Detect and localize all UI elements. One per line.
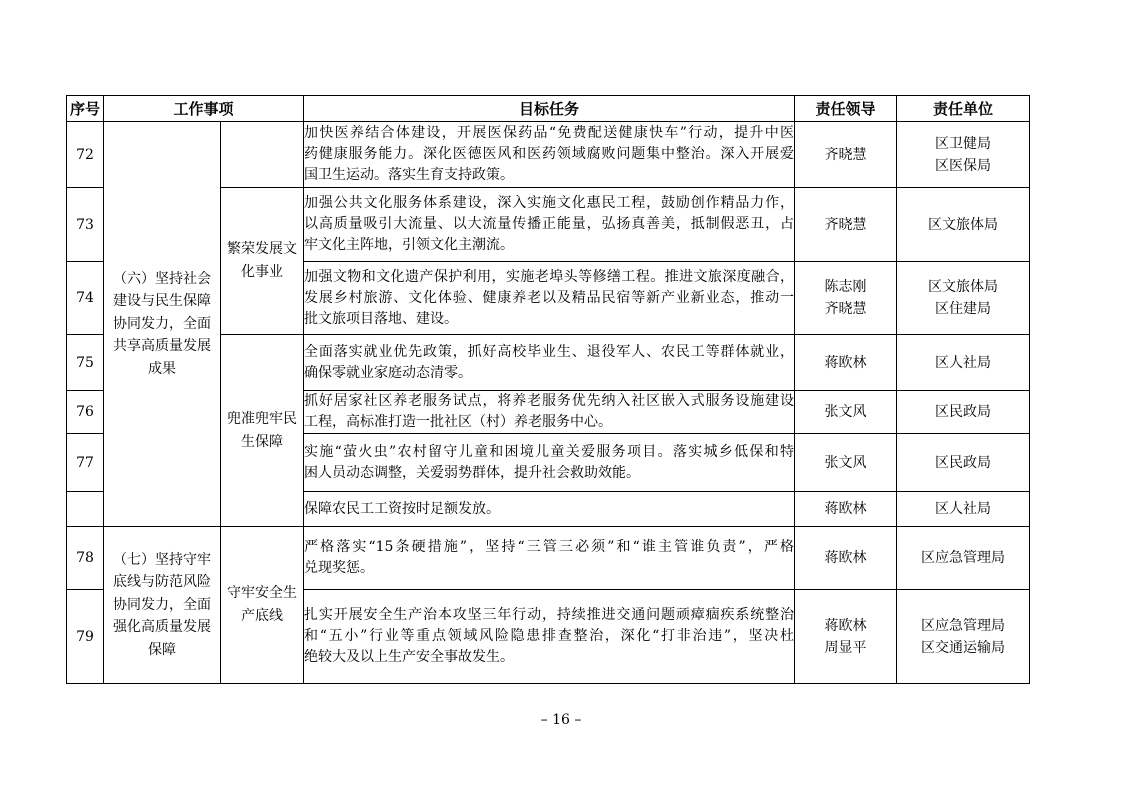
target-task (304, 188, 795, 262)
unit-name: 区交通运输局 (921, 639, 1006, 656)
responsible-leader (795, 527, 897, 590)
responsible-unit (897, 262, 1030, 335)
header-work-item: 工作事项 (104, 96, 304, 122)
task-line: 加强公共文化服务体系建设，深入实施文化惠民工程，鼓励创作精品力作， (304, 195, 795, 211)
responsible-unit (897, 434, 1030, 492)
target-task (304, 122, 795, 188)
category-line: 成果 (148, 360, 176, 377)
work-subcategory (221, 188, 304, 335)
leader-name: 齐晓慧 (824, 301, 867, 317)
responsible-leader (795, 188, 897, 262)
table-row (67, 527, 1030, 590)
subcategory-line: 产底线 (241, 608, 283, 624)
row-index: 77 (67, 434, 104, 492)
task-line: 发展乡村旅游、文化体验、健康养老以及精品民宿等新产业新业态，推动一 (304, 289, 795, 306)
target-task (304, 335, 795, 391)
task-line: 工程，高标准打造一批社区（村）养老服务中心。 (304, 414, 613, 430)
unit-name: 区卫健局 (935, 135, 992, 152)
document-table (66, 95, 1030, 684)
unit-name: 区人社局 (935, 501, 992, 517)
task-line: 绝较大及以上生产安全事故发生。 (304, 649, 515, 665)
header-row (67, 96, 1030, 122)
header-target-task: 目标任务 (304, 96, 795, 122)
leader-name: 周显平 (824, 639, 867, 656)
category-line: （七）坚持守牢 (113, 551, 211, 568)
responsible-unit (897, 335, 1030, 391)
task-line: 抓好居家社区养老服务试点，将养老服务优先纳入社区嵌入式服务设施建设 (304, 393, 795, 409)
target-task (304, 262, 795, 335)
row-index: 78 (67, 527, 104, 590)
row-index: 79 (67, 590, 104, 684)
work-subcategory (221, 335, 304, 527)
unit-name: 区应急管理局 (921, 550, 1006, 566)
category-line: 共享高质量发展 (113, 338, 211, 355)
target-task (304, 391, 795, 434)
category-line: 协同发力，全面 (113, 596, 211, 613)
unit-name: 区住建局 (935, 301, 992, 317)
task-line: 严格落实“15条硬措施”，坚持“三管三必须”和“谁主管谁负责”，严格 (304, 539, 795, 555)
row-index: 74 (67, 262, 104, 335)
responsible-leader (795, 434, 897, 492)
work-category (104, 527, 221, 684)
task-line: 全面落实就业优先政策，抓好高校毕业生、退役军人、农民工等群体就业， (304, 343, 795, 360)
task-line: 困人员动态调整，关爱弱势群体，提升社会救助效能。 (304, 464, 641, 481)
responsible-leader (795, 262, 897, 335)
task-line: 批文旅项目落地、建设。 (304, 310, 459, 327)
target-task (304, 492, 795, 527)
task-line: 加强文物和文化遗产保护利用，实施老埠头等修缮工程。推进文旅深度融合， (304, 268, 795, 285)
subcategory-line: 兜准兜牢民 (227, 410, 297, 427)
subcategory-line: 生保障 (241, 433, 283, 450)
leader-name: 蒋欧林 (824, 354, 867, 371)
unit-name: 区民政局 (935, 404, 992, 420)
responsible-unit (897, 122, 1030, 188)
header-index: 序号 (67, 96, 104, 122)
responsible-unit (897, 527, 1030, 590)
task-line: 实施“萤火虫”农村留守儿童和困境儿童关爱服务项目。落实城乡低保和特 (304, 443, 795, 460)
header-leader: 责任领导 (795, 96, 897, 122)
task-line: 和“五小”行业等重点领域风险隐患排查整治，深化“打非治违”，坚决杜 (304, 628, 795, 644)
task-line: 保障农民工工资按时足额发放。 (304, 500, 501, 517)
subcategory-line: 化事业 (241, 264, 283, 280)
category-line: （六）坚持社会 (113, 270, 211, 287)
responsible-leader (795, 590, 897, 684)
task-line: 国卫生运动。落实生育支持政策。 (304, 167, 515, 183)
row-index: 73 (67, 188, 104, 262)
target-task (304, 434, 795, 492)
task-line: 以高质量吸引大流量、以大流量传播正能量，弘扬真善美，抵制假恶丑，占 (304, 216, 795, 232)
category-line: 强化高质量发展 (113, 619, 211, 636)
task-line: 扎实开展安全生产治本攻坚三年行动，持续推进交通问题顽瘴痼疾系统整治 (304, 607, 795, 623)
work-subcategory-empty (221, 122, 304, 188)
row-index: 76 (67, 391, 104, 434)
responsible-leader (795, 335, 897, 391)
header-unit: 责任单位 (897, 96, 1030, 122)
row-index-empty (67, 492, 104, 527)
category-line: 协同发力，全面 (113, 315, 211, 332)
leader-name: 蒋欧林 (824, 550, 867, 566)
leader-name: 蒋欧林 (824, 501, 867, 517)
task-line: 确保零就业家庭动态清零。 (304, 364, 473, 381)
responsible-unit (897, 188, 1030, 262)
responsible-unit (897, 590, 1030, 684)
subcategory-line: 繁荣发展文 (227, 241, 297, 257)
unit-name: 区应急管理局 (921, 617, 1006, 634)
unit-name: 区医保局 (935, 157, 992, 174)
category-line: 底线与防范风险 (113, 574, 211, 591)
leader-name: 张文风 (824, 454, 867, 471)
row-index: 72 (67, 122, 104, 188)
responsible-unit (897, 492, 1030, 527)
unit-name: 区文旅体局 (928, 216, 999, 233)
table-row (67, 122, 1030, 188)
task-line: 牢文化主阵地，引领文化主潮流。 (304, 237, 515, 253)
target-task (304, 527, 795, 590)
leader-name: 陈志刚 (824, 279, 867, 295)
task-line: 加快医养结合体建设，开展医保药品“免费配送健康快车”行动，提升中医 (304, 125, 795, 141)
subcategory-line: 守牢安全生 (227, 585, 297, 601)
unit-name: 区人社局 (935, 354, 992, 371)
category-line: 保障 (148, 641, 176, 658)
responsible-leader (795, 492, 897, 527)
leader-name: 张文风 (824, 404, 867, 420)
work-subcategory (221, 527, 304, 684)
leader-name: 齐晓慧 (824, 216, 867, 233)
leader-name: 蒋欧林 (824, 617, 867, 634)
task-line: 药健康服务能力。深化医德医风和医药领域腐败问题集中整治。深入开展爱 (304, 146, 795, 162)
task-line: 兑现奖惩。 (304, 560, 375, 576)
leader-name: 齐晓慧 (824, 146, 867, 163)
unit-name: 区文旅体局 (928, 279, 999, 295)
row-index: 75 (67, 335, 104, 391)
unit-name: 区民政局 (935, 454, 992, 471)
target-task (304, 590, 795, 684)
responsible-leader (795, 122, 897, 188)
responsible-unit (897, 391, 1030, 434)
page-number: – 16 – (540, 712, 582, 728)
responsible-leader (795, 391, 897, 434)
category-line: 建设与民生保障 (113, 293, 211, 310)
work-category (104, 122, 221, 527)
